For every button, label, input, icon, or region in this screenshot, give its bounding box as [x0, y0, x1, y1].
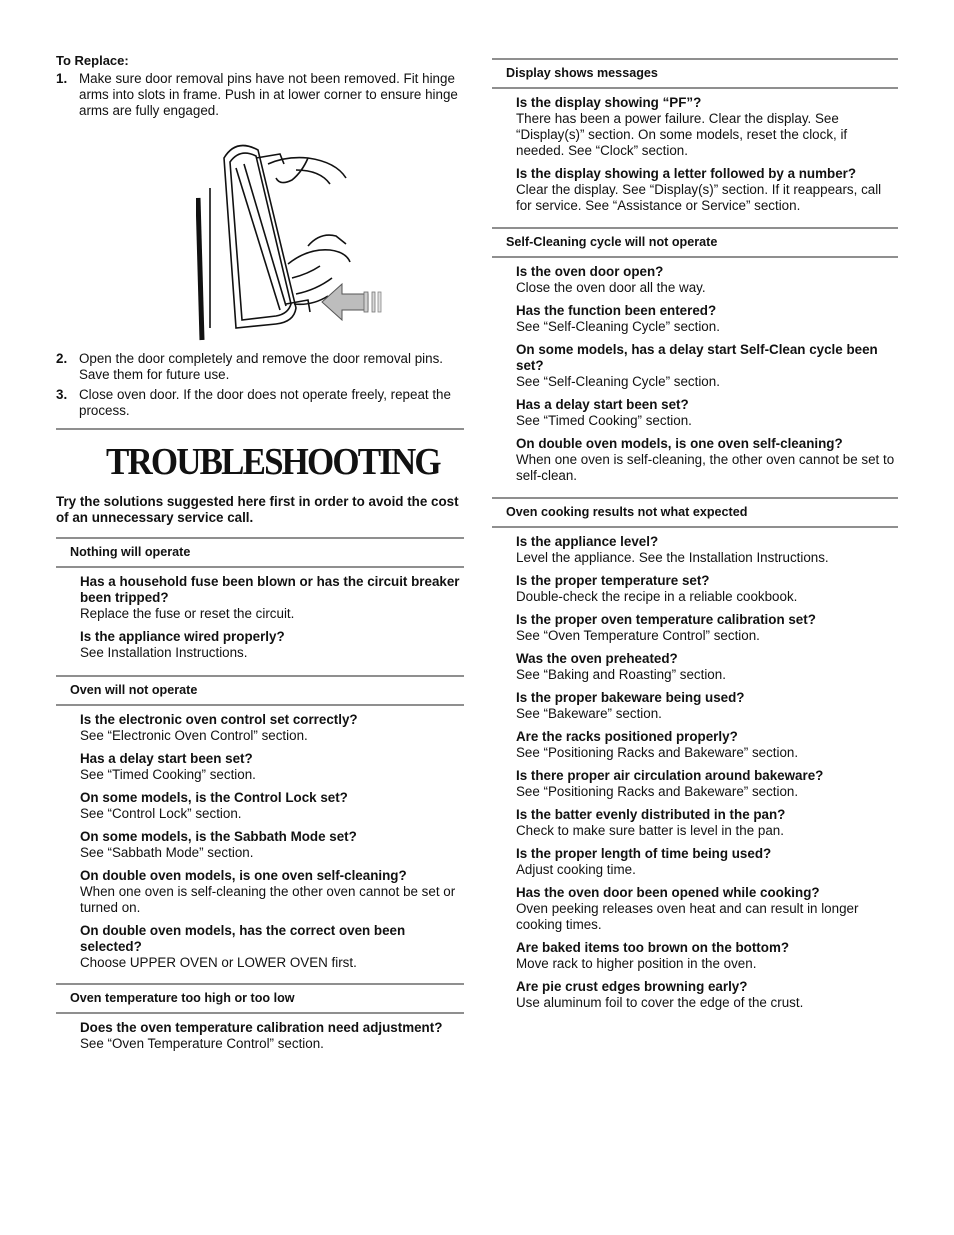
qa-item	[80, 712, 464, 744]
question: Is the proper bakeware being used?	[516, 690, 745, 705]
question: Is the electronic oven control set correctly?	[80, 712, 358, 727]
question: Is the appliance level?	[516, 534, 659, 549]
section-heading: Oven will not operate	[56, 675, 464, 706]
answer: When one oven is self-cleaning the other oven cannot be set or turned on.	[80, 884, 456, 915]
question: Is the batter evenly distributed in the pan?	[516, 807, 786, 822]
answer: There has been a power failure. Clear the display. See “Display(s)” section. On some models, reset the clock, if needed. See “Clock” section.	[516, 111, 848, 158]
question: Is the oven door open?	[516, 264, 664, 279]
qa-item	[80, 574, 464, 622]
answer: Check to make sure batter is level in the pan.	[516, 823, 784, 838]
qa-item	[516, 768, 898, 800]
answer: Replace the fuse or reset the circuit.	[80, 606, 295, 621]
question: Is the appliance wired properly?	[80, 629, 285, 644]
question: On some models, has a delay start Self-Clean cycle been set?	[516, 342, 878, 373]
question: Is the proper length of time being used?	[516, 846, 772, 861]
question: Has a delay start been set?	[80, 751, 253, 766]
qa-item	[516, 436, 898, 484]
question: On double oven models, is one oven self-cleaning?	[80, 868, 407, 883]
answer: See “Self-Cleaning Cycle” section.	[516, 374, 720, 389]
question: Is the display showing a letter followed by a number?	[516, 166, 857, 181]
step-text: Make sure door removal pins have not been removed. Fit hinge arms into slots in frame. Push in at lower corner to ensure hinge arms are fully engaged.	[79, 71, 458, 118]
question: Are baked items too brown on the bottom?	[516, 940, 790, 955]
step-number: 2.	[56, 351, 68, 366]
question: Has a delay start been set?	[516, 397, 689, 412]
question: On double oven models, has the correct oven been selected?	[80, 923, 406, 954]
qa-item	[80, 751, 464, 783]
question: Has the function been entered?	[516, 303, 717, 318]
qa-item	[516, 729, 898, 761]
section-heading: Nothing will operate	[56, 537, 464, 568]
answer: See “Baking and Roasting” section.	[516, 667, 726, 682]
answer: When one oven is self-cleaning, the other oven cannot be set to self-clean.	[516, 452, 895, 483]
answer: Choose UPPER OVEN or LOWER OVEN first.	[80, 955, 357, 970]
section-divider	[56, 428, 464, 430]
answer: See “Positioning Racks and Bakeware” section.	[516, 745, 799, 760]
section-heading: Oven cooking results not what expected	[492, 497, 898, 528]
answer: See “Sabbath Mode” section.	[80, 845, 254, 860]
push-arrow-icon	[322, 284, 381, 320]
qa-item	[80, 868, 464, 916]
answer: Move rack to higher position in the oven.	[516, 956, 757, 971]
qa-item	[80, 790, 464, 822]
troubleshooting-title: TROUBLESHOOTING	[106, 441, 440, 483]
answer: Close the oven door all the way.	[516, 280, 706, 295]
door-hinge-illustration	[196, 128, 386, 342]
answer: See “Positioning Racks and Bakeware” section.	[516, 784, 799, 799]
section-self-cleaning	[492, 227, 898, 491]
question: Are the racks positioned properly?	[516, 729, 738, 744]
question: On some models, is the Control Lock set?	[80, 790, 348, 805]
qa-item	[516, 846, 898, 878]
qa-item	[80, 923, 464, 971]
qa-item	[516, 612, 898, 644]
question: Was the oven preheated?	[516, 651, 678, 666]
question: Has the oven door been opened while cooking?	[516, 885, 820, 900]
question: Are pie crust edges browning early?	[516, 979, 748, 994]
section-display-shows-messages	[492, 58, 898, 221]
question: On double oven models, is one oven self-cleaning?	[516, 436, 843, 451]
answer: Use aluminum foil to cover the edge of the crust.	[516, 995, 804, 1010]
step-text: Close oven door. If the door does not operate freely, repeat the process.	[79, 387, 451, 418]
qa-item	[516, 573, 898, 605]
answer: Adjust cooking time.	[516, 862, 636, 877]
section-nothing-will-operate	[56, 537, 464, 668]
qa-item	[80, 829, 464, 861]
answer: See “Bakeware” section.	[516, 706, 662, 721]
replace-step-1	[56, 71, 464, 119]
answer: See Installation Instructions.	[80, 645, 248, 660]
section-oven-temperature	[56, 983, 464, 1059]
qa-item	[516, 342, 898, 390]
section-cooking-results	[492, 497, 898, 1018]
qa-item	[516, 807, 898, 839]
qa-item	[516, 95, 898, 159]
qa-item	[516, 651, 898, 683]
qa-item	[516, 534, 898, 566]
section-heading: Display shows messages	[492, 58, 898, 89]
section-oven-will-not-operate	[56, 675, 464, 978]
qa-item	[516, 979, 898, 1011]
answer: See “Oven Temperature Control” section.	[516, 628, 760, 643]
troubleshooting-intro: Try the solutions suggested here first in order to avoid the cost of an unnecessary service call.	[56, 494, 459, 525]
to-replace-heading: To Replace:	[56, 53, 129, 68]
question: Is the display showing “PF”?	[516, 95, 702, 110]
replace-step-3	[56, 387, 464, 419]
qa-item	[516, 690, 898, 722]
answer: See “Self-Cleaning Cycle” section.	[516, 319, 720, 334]
qa-item	[80, 1020, 464, 1052]
answer: Clear the display. See “Display(s)” section. If it reappears, call for service. See “Assistance or Service” section.	[516, 182, 882, 213]
question: Does the oven temperature calibration need adjustment?	[80, 1020, 443, 1035]
qa-item	[516, 303, 898, 335]
answer: See “Oven Temperature Control” section.	[80, 1036, 324, 1051]
qa-item	[80, 629, 464, 661]
answer: See “Electronic Oven Control” section.	[80, 728, 308, 743]
answer: See “Timed Cooking” section.	[516, 413, 692, 428]
question: Has a household fuse been blown or has the circuit breaker been tripped?	[80, 574, 460, 605]
replace-step-2	[56, 351, 464, 383]
question: Is the proper temperature set?	[516, 573, 710, 588]
qa-item	[516, 397, 898, 429]
qa-item	[516, 264, 898, 296]
question: Is there proper air circulation around bakeware?	[516, 768, 824, 783]
answer: Level the appliance. See the Installation Instructions.	[516, 550, 829, 565]
section-heading: Self-Cleaning cycle will not operate	[492, 227, 898, 258]
answer: See “Timed Cooking” section.	[80, 767, 256, 782]
qa-item	[516, 940, 898, 972]
step-text: Open the door completely and remove the door removal pins. Save them for future use.	[79, 351, 443, 382]
qa-item	[516, 885, 898, 933]
answer: Double-check the recipe in a reliable cookbook.	[516, 589, 798, 604]
question: Is the proper oven temperature calibration set?	[516, 612, 816, 627]
section-heading: Oven temperature too high or too low	[56, 983, 464, 1014]
qa-item	[516, 166, 898, 214]
answer: Oven peeking releases oven heat and can result in longer cooking times.	[516, 901, 859, 932]
question: On some models, is the Sabbath Mode set?	[80, 829, 357, 844]
step-number: 1.	[56, 71, 68, 86]
step-number: 3.	[56, 387, 68, 402]
answer: See “Control Lock” section.	[80, 806, 242, 821]
